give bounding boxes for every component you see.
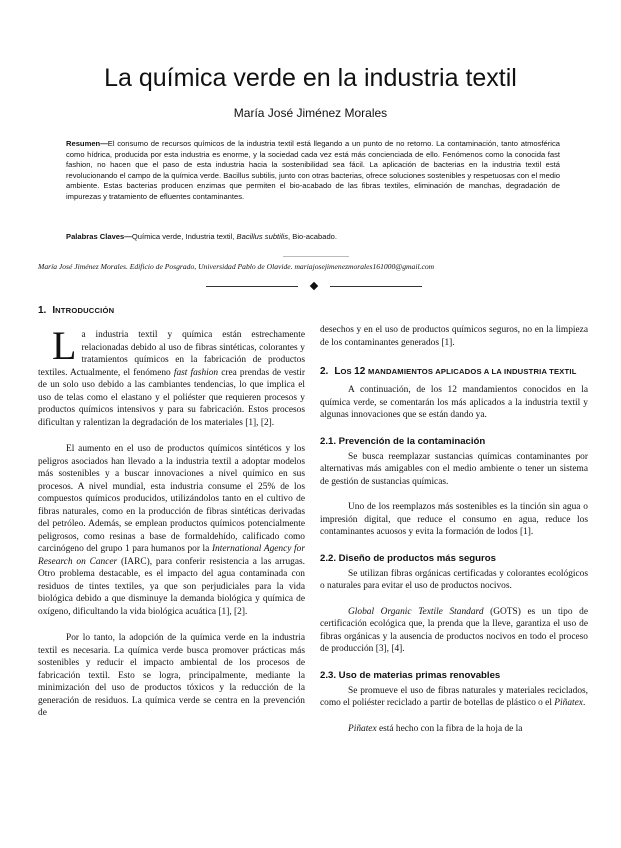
paragraph-2-1-b: Uno de los reemplazos más sostenibles es la tinción sin agua o impresión digital, que reduce el consumo en agua, reduce los contaminantes acuosos y evita la formación de lodos [1]. xyxy=(320,502,588,537)
keywords-post: , Bio-acabado. xyxy=(288,232,338,241)
right-column xyxy=(320,324,588,735)
paper-title: La química verde en la industria textil xyxy=(104,64,517,92)
section-heading-introduction: 1. INTRODUCCIÓN xyxy=(38,305,115,316)
paragraph-intro-2: El aumento en el uso de productos químicos sintéticos y los peligros asociados han llevado a la industria textil a adoptar modelos más sostenibles y a buscar innovaciones a nivel químico en sus procesos. A nivel mundial, esta industria consume el 25% de los compuestos químicos producidos, utilizándolos tanto en el cultivo de fibras naturales, como en la producción de fibras sintéticas derivadas del petróleo. Además, se emplean productos químicos potencialmente peligrosos, como resinas a base de formaldehído, calificado como carcinógeno del grupo 1 para humanos por la International Agency for Research on Cancer (IARC), para conferir resistencia a las arrugas. Otro problema destacable, es el impacto del agua contaminada con residuos de tintes textiles, ya que son perjudiciales para la vida biológica debido a que disminuye la demanda biológica y química de oxígeno, dificultando la vida biológica acuática [1], [2]. xyxy=(38,444,305,617)
author-name: María José Jiménez Morales xyxy=(233,106,388,120)
keywords xyxy=(66,232,560,241)
section-divider xyxy=(196,281,431,291)
paragraph-2-1-a: Se busca reemplazar sustancias químicas contaminantes por alternativas más amigables con el medio ambiente o tener un sistema de gestión de sustancias químicas. xyxy=(320,451,588,487)
paragraph-2-2-b: Global Organic Textile Standard (GOTS) es un tipo de certificación ecológica que, la prenda que la lleve, garantiza el uso de fibras orgánicas y la ausencia de productos nocivos en todo el proceso de producción [3], [4]. xyxy=(320,606,589,654)
divider-line-left xyxy=(206,286,298,287)
paragraph-continuation: desechos y en el uso de productos químicos seguros, no en la limpieza de los contaminantes generados [1]. xyxy=(320,325,588,348)
drop-cap: L xyxy=(52,323,77,368)
keywords-pre: Química verde, Industria textil, xyxy=(131,232,237,241)
diamond-icon xyxy=(309,282,317,290)
subsection-heading-2-1: 2.1. Prevención de la contaminación xyxy=(320,435,486,447)
paragraph-intro-1: La industria textil y química están estrechamente relacionadas debido al uso de fibras sintéticas, colorantes y tratamientos químicos en la fabricación de productos textiles. Actualmente, el fenómeno fast fashion crea prendas de vestir de un solo uso debido a las cambiantes tendencias, lo que implica el uso de telas como el elastano y el poliéster que requieren procesos y productos químicos intensivos y para su fabricación. Estos procesos dificultan y ralentizan la degradación de los materiales [1], [2]. xyxy=(38,323,305,428)
divider-line-right xyxy=(330,286,422,287)
abstract xyxy=(66,139,560,203)
abstract-text: El consumo de recursos químicos de la industria textil está llegando a un punto de no retorno. La contaminación, tanto atmosférica como hídrica, producida por esta industria es enorme, y la sociedad cada vez está más concienciada de ello. Fenómenos como la conocida fast fashion, no hacen que el paso de esta industria hacia la sostenibilidad sea fácil. La aplicación de bacterias en la industria textil está revolucionando el campo de la química verde. Bacillus subtilis, junto con otras bacterias, ofrece soluciones sostenibles y respetuosas con el medio ambiente. Estas bacterias producen enzimas que permiten el bio-acabado de las fibras textiles, eliminación de manchas, degradación de impurezas y tratamiento de efluentes contaminantes. xyxy=(66,139,560,201)
paragraph-2-3-b: Piñatex está hecho con la fibra de la hoja de la xyxy=(348,723,523,734)
paragraph-mandamientos: A continuación, de los 12 mandamientos conocidos en la química verde, se comentarán los más aplicados a la industria textil y algunas innovaciones que se están dando ya. xyxy=(320,385,588,420)
author-affiliation: María José Jiménez Morales. Edificio de Posgrado, Universidad Pablo de Olavide. mariajosejimenezmorales161000@gmail.com xyxy=(38,262,435,271)
keywords-italic: Bacillus subtilis xyxy=(236,232,289,241)
paragraph-intro-3: Por lo tanto, la adopción de la química verde en la industria textil es necesaria. La química verde busca promover prácticas más sostenibles y reducir el impacto ambiental de los procesos de fabricación textil. Esto se logra, principalmente, mediante la minimización del uso de productos tóxicos y la reducción de la generación de residuos. La química verde se centra en la prevención de xyxy=(38,633,305,718)
keywords-dash: — xyxy=(124,232,132,241)
abstract-rule xyxy=(283,256,349,257)
keywords-label: Palabras Claves xyxy=(66,232,125,241)
paragraph-2-3-a: Se promueve el uso de fibras naturales y materiales reciclados, como el poliéster reciclado a partir de botellas de plástico o el Piñatex. xyxy=(320,685,588,708)
left-column xyxy=(38,304,305,720)
subsection-heading-2-3: 2.3. Uso de materias primas renovables xyxy=(320,669,501,681)
subsection-heading-2-2: 2.2. Diseño de productos más seguros xyxy=(320,552,496,564)
paragraph-2-2-a: Se utilizan fibras orgánicas certificadas y colorantes ecológicos o naturales para evitar el uso de productos nocivos. xyxy=(320,568,588,591)
abstract-dash: — xyxy=(100,139,108,148)
abstract-label: Resumen xyxy=(66,139,101,148)
section-heading-mandamientos: 2. LOS 12 MANDAMIENTOS APLICADOS A LA INDUSTRIA TEXTIL xyxy=(320,366,577,377)
